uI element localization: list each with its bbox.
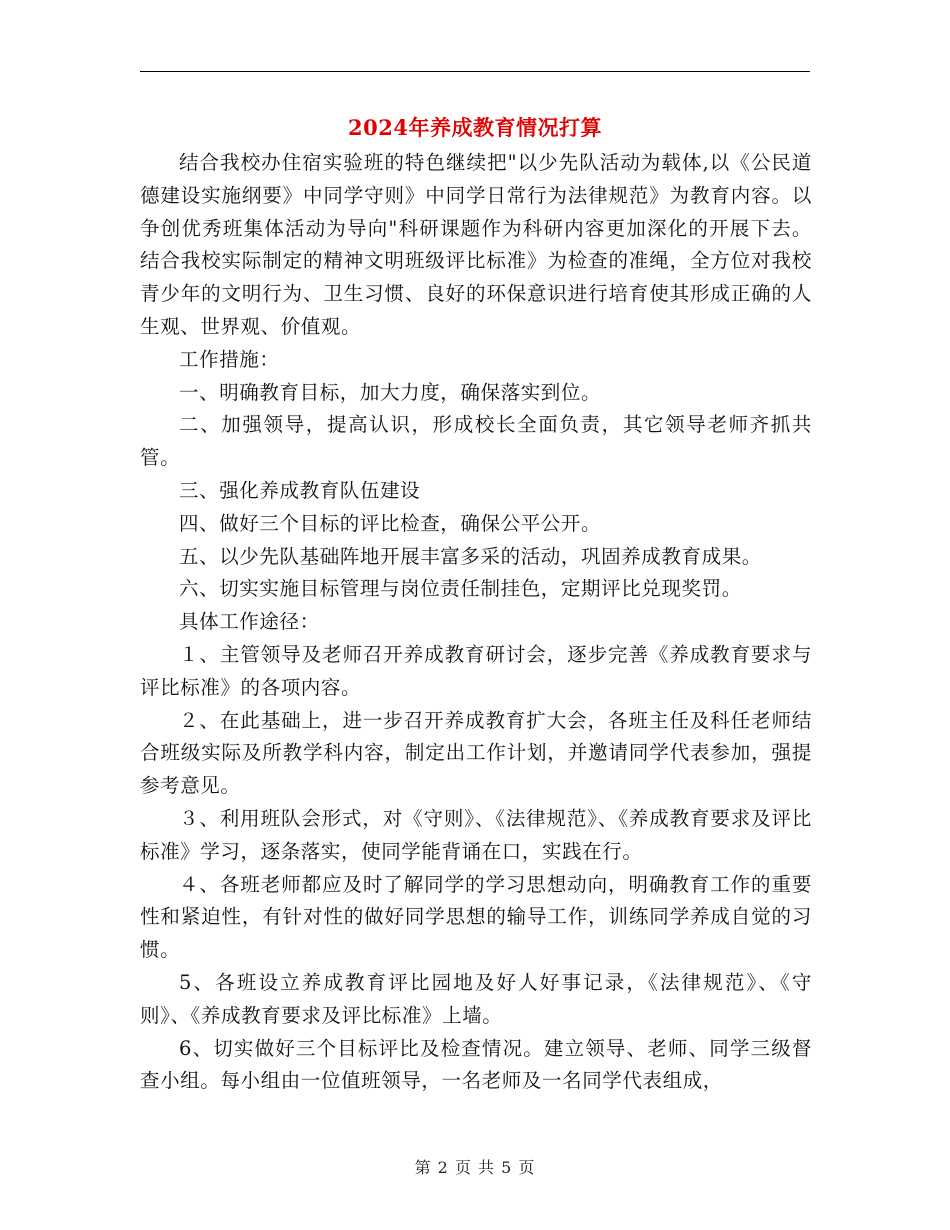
measures-heading: 工作措施： — [179, 347, 280, 371]
approach-item-3: ３、利用班队会形式，对《守则》、《法律规范》、《养成教育要求及评比标准》学习，逐条落实，使同学能背诵在口，实践在行。 — [140, 806, 812, 863]
approach-item-2: ２、在此基础上，进一步召开养成教育扩大会，各班主任及科任老师结合班级实际及所教学科内容，制定出工作计划，并邀请同学代表参加，强提参考意见。 — [140, 708, 812, 798]
header-rule — [140, 71, 810, 72]
measure-item-5: 五、以少先队基础阵地开展丰富多采的活动，巩固养成教育成果。 — [179, 544, 762, 568]
page-number: 第 2 页 共 5 页 — [414, 1158, 536, 1177]
measure-item-4: 四、做好三个目标的评比检查，确保公平公开。 — [179, 511, 602, 535]
measure-item-3: 三、强化养成教育队伍建设 — [179, 478, 421, 502]
measure-item-1: 一、明确教育目标，加大力度，确保落实到位。 — [179, 380, 602, 404]
approach-item-1: １、主管领导及老师召开养成教育研讨会，逐步完善《养成教育要求与评比标准》的各项内容。 — [140, 642, 812, 699]
approach-item-4: ４、各班老师都应及时了解同学的学习思想动向，明确教育工作的重要性和紧迫性，有针对性的做好同学思想的输导工作，训练同学养成自觉的习惯。 — [140, 872, 812, 962]
measure-item-2: 二、加强领导，提高认识，形成校长全面负责，其它领导老师齐抓共管。 — [140, 413, 812, 470]
approach-item-5: 5、各班设立养成教育评比园地及好人好事记录，《法律规范》、《守则》、《养成教育要求及评比标准》上墙。 — [140, 970, 812, 1027]
intro-paragraph: 结合我校办住宿实验班的特色继续把"以少先队活动为载体,以《公民道德建设实施纲要》中同学守则》中同学日常行为法律规范》为教育内容。以争创优秀班集体活动为导向"科研课题作为科研内容更加深化的开展下去。结合我校实际制定的精神文明班级评比标准》为检查的准绳，全方位对我校青少年的文明行为、卫生习惯、良好的环保意识进行培育使其形成正确的人生观、世界观、价值观。 — [140, 151, 812, 338]
approach-heading: 具体工作途径： — [179, 610, 320, 634]
document-body — [140, 147, 812, 1098]
document-title: 2024年养成教育情况打算 — [348, 115, 602, 140]
measure-item-6: 六、切实实施目标管理与岗位责任制挂色，定期评比兑现奖罚。 — [179, 577, 742, 601]
approach-item-6: 6、切实做好三个目标评比及检查情况。建立领导、老师、同学三级督查小组。每小组由一位值班领导，一名老师及一名同学代表组成， — [140, 1036, 812, 1093]
